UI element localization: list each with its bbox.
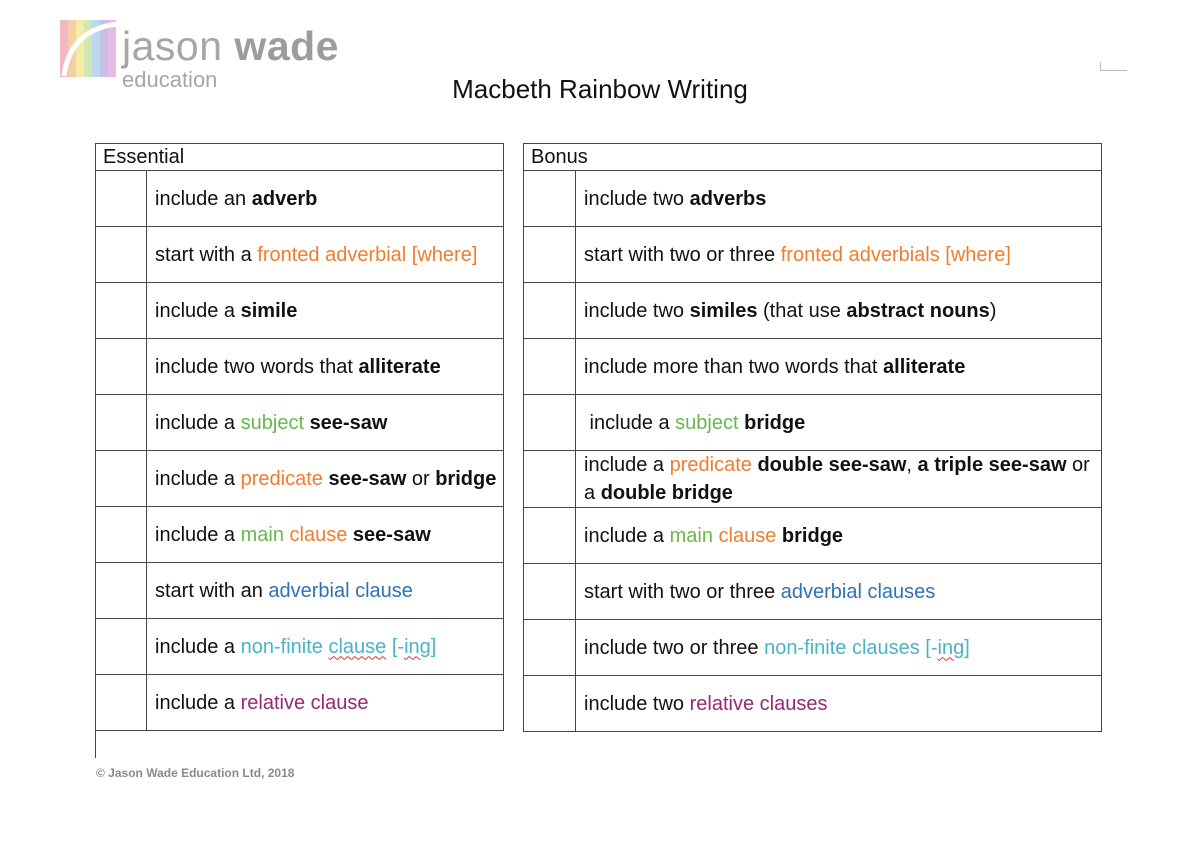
checkbox-cell[interactable] xyxy=(524,283,576,339)
checkbox-cell[interactable] xyxy=(524,171,576,227)
corner-mark xyxy=(1100,62,1127,71)
criterion-text: include an adverb xyxy=(147,171,504,227)
table-row xyxy=(524,564,1102,620)
criterion-text: include a relative clause xyxy=(147,675,504,731)
rainbow-logo-icon xyxy=(60,18,122,78)
criterion-text: include a non-finite clause [-ing] xyxy=(147,619,504,675)
criterion-text: include a main clause see-saw xyxy=(147,507,504,563)
criterion-text: include a subject see-saw xyxy=(147,395,504,451)
bonus-table xyxy=(523,143,1102,732)
criterion-text: include a simile xyxy=(147,283,504,339)
checkbox-cell[interactable] xyxy=(96,171,147,227)
criterion-text: include two words that alliterate xyxy=(147,339,504,395)
criterion-text: include two or three non-finite clauses [-ing] xyxy=(576,620,1102,676)
essential-header: Essential xyxy=(96,144,504,171)
checkbox-cell[interactable] xyxy=(96,451,147,507)
checkbox-cell[interactable] xyxy=(524,451,576,508)
table-row xyxy=(96,227,504,283)
checkbox-cell[interactable] xyxy=(96,507,147,563)
checkbox-cell[interactable] xyxy=(524,339,576,395)
criterion-text: include a predicate see-saw or bridge xyxy=(147,451,504,507)
checkbox-cell[interactable] xyxy=(96,619,147,675)
table-row xyxy=(96,451,504,507)
checkbox-cell[interactable] xyxy=(524,227,576,283)
checkbox-cell[interactable] xyxy=(524,564,576,620)
table-row xyxy=(96,563,504,619)
table-row xyxy=(96,675,504,731)
page-title: Macbeth Rainbow Writing xyxy=(452,74,748,104)
checkbox-cell[interactable] xyxy=(96,675,147,731)
criterion-text: include two similes (that use abstract nouns) xyxy=(576,283,1102,339)
criterion-text: start with an adverbial clause xyxy=(147,563,504,619)
essential-table xyxy=(95,143,504,731)
criterion-text: start with a fronted adverbial [where] xyxy=(147,227,504,283)
criterion-text: include a subject bridge xyxy=(576,395,1102,451)
table-row xyxy=(524,227,1102,283)
bonus-header: Bonus xyxy=(524,144,1102,171)
copyright-footer: © Jason Wade Education Ltd, 2018 xyxy=(96,766,295,780)
table-row xyxy=(524,676,1102,732)
checkbox-cell[interactable] xyxy=(524,395,576,451)
cursor-line xyxy=(95,730,96,758)
criterion-text: start with two or three adverbial clauses xyxy=(576,564,1102,620)
checkbox-cell[interactable] xyxy=(96,395,147,451)
criterion-text: include a predicate double see-saw, a triple see-saw or a double bridge xyxy=(576,451,1102,508)
table-row xyxy=(524,508,1102,564)
logo-subtitle: education xyxy=(122,67,218,92)
criterion-text: include a main clause bridge xyxy=(576,508,1102,564)
table-row xyxy=(96,395,504,451)
checkbox-cell[interactable] xyxy=(96,227,147,283)
criterion-text: include two adverbs xyxy=(576,171,1102,227)
checkbox-cell[interactable] xyxy=(524,620,576,676)
criterion-text: include two relative clauses xyxy=(576,676,1102,732)
checkbox-cell[interactable] xyxy=(96,563,147,619)
checkbox-cell[interactable] xyxy=(96,283,147,339)
checkbox-cell[interactable] xyxy=(524,508,576,564)
table-row xyxy=(524,339,1102,395)
criterion-text: include more than two words that alliterate xyxy=(576,339,1102,395)
table-row xyxy=(524,283,1102,339)
table-row xyxy=(96,171,504,227)
logo xyxy=(60,18,360,92)
table-row xyxy=(524,451,1102,508)
checkbox-cell[interactable] xyxy=(524,676,576,732)
table-row xyxy=(524,395,1102,451)
table-row xyxy=(96,339,504,395)
criterion-text: start with two or three fronted adverbials [where] xyxy=(576,227,1102,283)
table-row xyxy=(96,507,504,563)
table-row xyxy=(96,283,504,339)
checkbox-cell[interactable] xyxy=(96,339,147,395)
table-row xyxy=(96,619,504,675)
logo-name: jason wade xyxy=(122,23,339,69)
table-row xyxy=(524,171,1102,227)
table-row xyxy=(524,620,1102,676)
